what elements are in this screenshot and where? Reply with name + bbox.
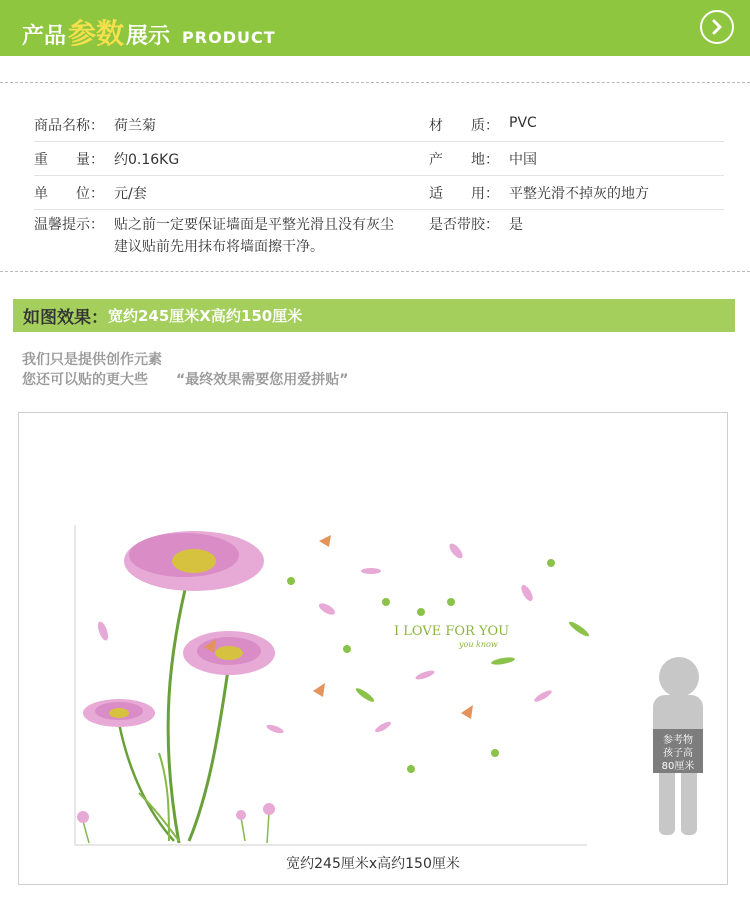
tip-line2: 建议贴前先用抹布将墙面擦干净。 xyxy=(114,239,324,255)
daisy-flower xyxy=(183,631,275,675)
banner-title-part3: 展示 xyxy=(126,24,171,49)
spec-row xyxy=(34,108,724,142)
effect-label: 如图效果： xyxy=(23,308,108,328)
product-image-frame xyxy=(18,412,728,885)
spec-row xyxy=(34,142,724,176)
divider xyxy=(0,82,750,83)
next-arrow-button[interactable] xyxy=(700,10,734,44)
tip-line1: 贴之前一定要保证墙面是平整光滑且没有灰尘 xyxy=(114,217,394,233)
spec-row xyxy=(34,176,724,210)
glue-label: 是否带胶： xyxy=(429,217,499,233)
spec-label: 材 质： xyxy=(429,117,499,134)
wall-sticker-illustration xyxy=(19,413,727,884)
spec-label: 产 地： xyxy=(429,151,499,168)
effect-bar xyxy=(13,299,735,332)
spec-value: 中国 xyxy=(509,151,537,168)
banner-title-part1: 产品 xyxy=(22,24,67,49)
spec-label: 适 用： xyxy=(429,185,499,202)
glue-value: 是 xyxy=(509,217,523,233)
note-text xyxy=(22,350,348,390)
love-subtext: you know xyxy=(459,640,498,649)
header-banner xyxy=(0,0,750,56)
reference-line2: 孩子高 xyxy=(663,748,693,759)
reference-line1: 参考物 xyxy=(663,735,693,746)
spec-value: PVC xyxy=(509,114,537,131)
banner-title xyxy=(22,12,276,52)
spec-value: 约0.16KG xyxy=(114,151,180,168)
banner-title-en: PRODUCT xyxy=(182,28,276,47)
chevron-right-icon xyxy=(709,19,725,35)
spec-table xyxy=(34,108,724,268)
image-caption: 宽约245厘米x高约150厘米 xyxy=(286,856,460,872)
tip-label: 温馨提示： xyxy=(34,217,104,233)
spec-label: 商品名称： xyxy=(34,117,104,134)
note-line2: 您还可以贴的更大些 “最终效果需要您用爱拼贴” xyxy=(22,372,349,388)
spec-label: 重 量： xyxy=(34,151,104,168)
effect-size: 宽约245厘米X高约150厘米 xyxy=(108,307,303,325)
banner-title-part2: 参数 xyxy=(68,17,125,50)
reference-line3: 80厘米 xyxy=(661,761,695,772)
note-line1: 我们只是提供创作元素 xyxy=(22,352,162,368)
tip-value xyxy=(114,214,429,258)
daisy-flower xyxy=(83,699,155,727)
divider xyxy=(0,271,750,272)
love-text: I LOVE FOR YOU xyxy=(394,624,510,639)
spec-value: 元/套 xyxy=(114,185,147,202)
daisy-flower xyxy=(124,531,264,591)
spec-value: 荷兰菊 xyxy=(114,117,156,134)
spec-value: 平整光滑不掉灰的地方 xyxy=(509,185,649,202)
spec-row-tip xyxy=(34,210,724,268)
spec-label: 单 位： xyxy=(34,185,104,202)
